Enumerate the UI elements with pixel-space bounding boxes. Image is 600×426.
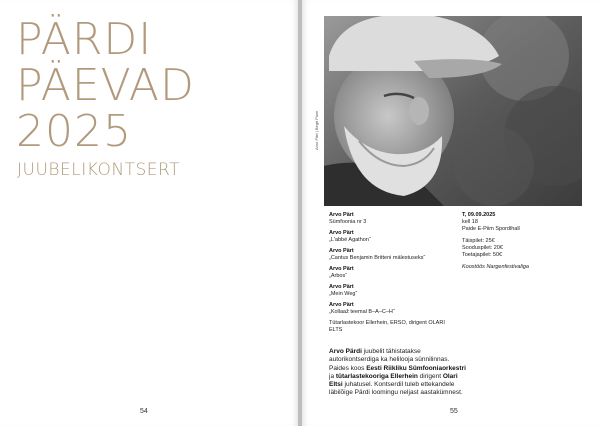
composer-name: Arvo Pärt — [329, 248, 354, 254]
subtitle: JUUBELIKONTSERT — [17, 160, 180, 180]
work-title: „L'abbé Agathon“ — [329, 237, 371, 243]
right-page — [302, 0, 600, 426]
organizer-note: Koostöös Nargenfestivaliga — [462, 264, 529, 270]
event-time: kell 18 — [462, 219, 478, 225]
title-line-1: PÄRDI — [16, 14, 153, 65]
ticket-price: Täispilet: 25€ — [462, 238, 495, 244]
program-item — [329, 248, 459, 262]
work-title: „Kollaaž teemal B–A–C–H“ — [329, 309, 395, 315]
program-column — [329, 212, 459, 334]
ticket-price: Sooduspilet: 20€ — [462, 245, 503, 251]
work-title: Sümfoonia nr 3 — [329, 219, 367, 225]
event-venue: Paide E-Piim Spordihall — [462, 226, 520, 232]
page-number-right: 55 — [450, 408, 458, 415]
title-line-3: 2025 — [16, 106, 132, 157]
program-item — [329, 212, 459, 226]
left-page — [0, 0, 298, 426]
bio-bold: Arvo Pärdi — [329, 348, 362, 355]
program-item — [329, 302, 459, 316]
composer-name: Arvo Pärt — [329, 266, 354, 272]
portrait-photo — [324, 16, 582, 206]
program-item — [329, 284, 459, 298]
bio-bold: tütarlastekooriga Ellerhein — [335, 372, 418, 380]
bio-bold: Olari Eltsi — [329, 372, 458, 389]
composer-name: Arvo Pärt — [329, 302, 354, 308]
composer-name: Arvo Pärt — [329, 284, 354, 290]
work-title: „Mein Weg“ — [329, 291, 358, 297]
bio-text: ja — [329, 372, 336, 380]
bio-text: dirigent — [417, 372, 443, 380]
event-date: T, 09.09.2025 — [462, 212, 496, 218]
ticket-price: Toetajapilet: 50€ — [462, 252, 503, 258]
title-line-2: PÄEVAD — [16, 60, 195, 111]
composer-name: Arvo Pärt — [329, 230, 354, 236]
bio-bold: Eesti Riikliku Sümfooniaorkestri — [366, 364, 466, 372]
photo-credit: Arvo Pärt | Birgit Püve — [314, 110, 319, 150]
bio-text: juubelit tähistatakse autorikontserdiga ka helilooja sünnilinnas. Paides koos — [329, 348, 450, 372]
performers: Tütarlastekoor Ellerhein, ERSO, dirigent OLARI ELTS — [329, 320, 445, 333]
bio-text: juhatusel. Kontserdil tuleb ettekandele läbilõige Pärdi loomingu neljast aastakümnest. — [329, 381, 463, 397]
composer-name: Arvo Pärt — [329, 212, 354, 218]
work-title: „Arbos“ — [329, 273, 348, 279]
event-info-column — [462, 212, 582, 271]
page-number-left: 54 — [140, 408, 148, 415]
program-item — [329, 230, 459, 244]
bio-paragraph — [329, 348, 469, 398]
program-item — [329, 266, 459, 280]
work-title: „Cantus Benjamin Britteni mälestuseks“ — [329, 255, 426, 261]
